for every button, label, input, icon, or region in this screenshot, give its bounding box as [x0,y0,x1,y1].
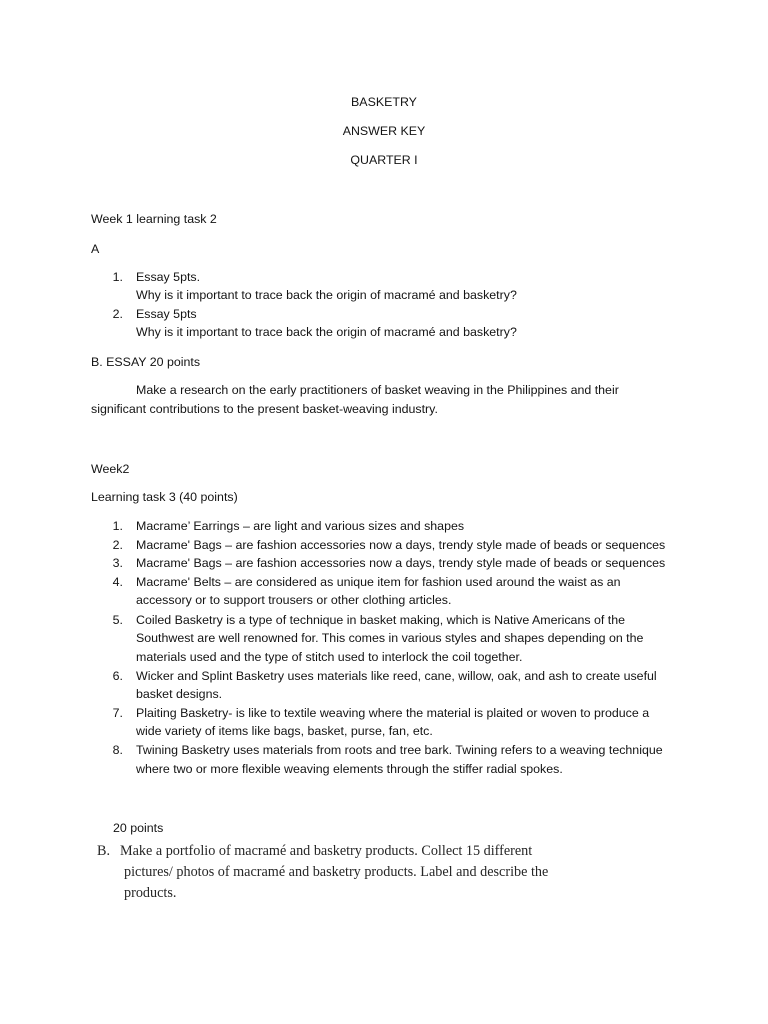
week2-item-5-line1: Coiled Basketry is a type of technique in basket making, which is Native Americans of the [136,613,625,627]
week2-item-6-line2: basket designs. [136,687,223,701]
week2-item-1-line1: Macrame’ Earrings – are light and various sizes and shapes [136,519,465,533]
week2-item-7-number: 7. [112,706,123,720]
portfolio-line2: pictures/ photos of macramé and basketry products. Label and describe the [124,864,549,880]
portfolio-label: B. [97,843,111,859]
week2-item-2-line1: Macrame' Bags – are fashion accessories now a days, trendy style made of beads or sequences [136,538,666,552]
week1-item-2-line2: Why is it important to trace back the origin of macramé and basketry? [136,325,517,339]
week2-item-5-line3: materials used and the type of stitch used to interlock the coil together. [136,650,523,664]
week1-item-1-line1: Essay 5pts. [136,270,201,284]
week2-item-3-number: 3. [112,556,123,570]
essay-b-heading: B. ESSAY 20 points [91,355,201,369]
portfolio-line3: products. [124,885,177,901]
week2-item-8-number: 8. [112,743,123,757]
essay-b-paragraph-line2: significant contributions to the present basket-weaving industry. [91,402,438,416]
week2-item-6-line1: Wicker and Splint Basketry uses materials like reed, cane, willow, oak, and ash to create useful [136,669,657,683]
week1-item-1-number: 1. [112,270,123,284]
part-a-label: A [91,242,100,256]
week1-item-1-line2: Why is it important to trace back the origin of macramé and basketry? [136,288,517,302]
week2-item-6-number: 6. [112,669,123,683]
learning-task-3-heading: Learning task 3 (40 points) [91,490,238,504]
week2-item-1-number: 1. [112,519,123,533]
week2-item-4-line1: Macrame' Belts – are considered as unique item for fashion used around the waist as an [136,575,621,589]
week2-item-3-line1: Macrame' Bags – are fashion accessories now a days, trendy style made of beads or sequences [136,556,666,570]
week2-item-7-line2: wide variety of items like bags, basket, purse, fan, etc. [136,724,433,738]
essay-b-paragraph-line1: Make a research on the early practitioners of basket weaving in the Philippines and their [136,383,619,397]
week1-item-2-number: 2. [112,307,123,321]
week2-item-2-number: 2. [112,538,123,552]
week2-item-4-number: 4. [112,575,123,589]
document-title: BASKETRY [351,95,417,109]
portfolio-line1: Make a portfolio of macramé and basketry products. Collect 15 different [120,843,533,859]
document-subtitle: ANSWER KEY [342,124,426,138]
week2-item-7-line1: Plaiting Basketry- is like to textile weaving where the material is plaited or woven to produce a [136,706,650,720]
week2-item-5-number: 5. [112,613,123,627]
portfolio-points: 20 points [113,821,164,835]
week2-item-8-line1: Twining Basketry uses materials from roots and tree bark. Twining refers to a weaving technique [136,743,663,757]
week2-item-4-line2: accessory or to support trousers or other clothing articles. [136,593,452,607]
week2-item-8-line2: where two or more flexible weaving elements through the stiffer radial spokes. [136,762,563,776]
quarter-label: QUARTER I [350,153,418,167]
week2-heading: Week2 [91,462,130,476]
week2-item-5-line2: Southwest are well renowned for. This comes in various styles and shapes depending on the [136,631,644,645]
week1-heading: Week 1 learning task 2 [91,212,217,226]
week1-item-2-line1: Essay 5pts [136,307,197,321]
